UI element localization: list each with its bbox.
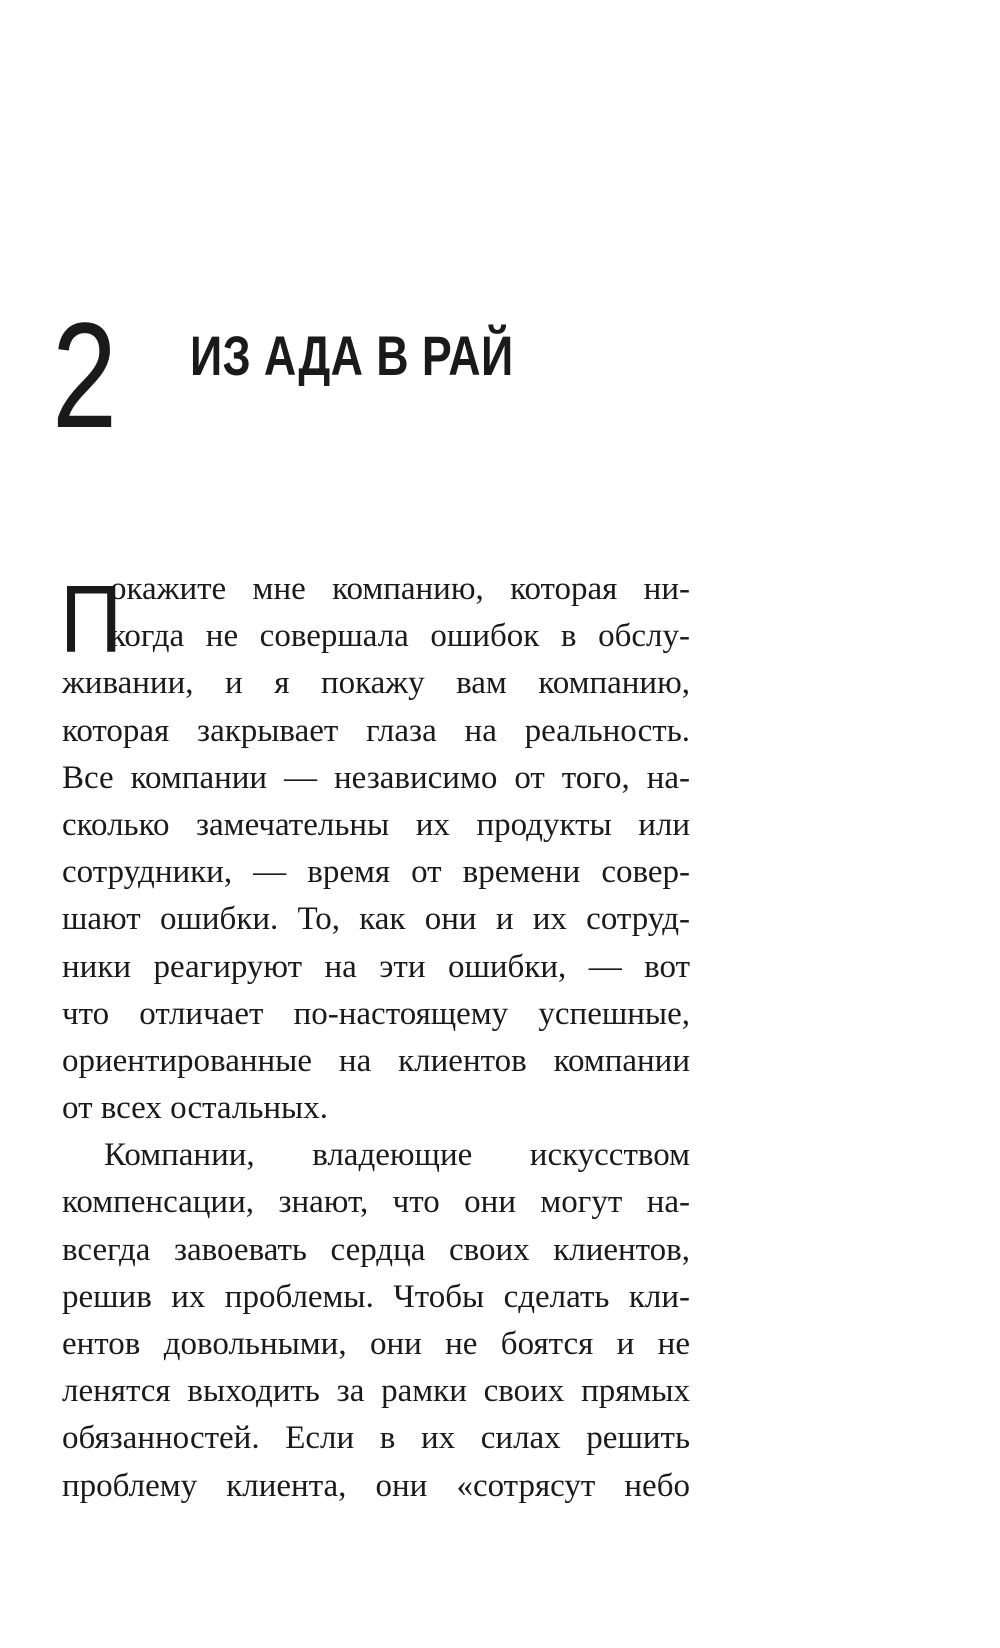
text-line: окажите мне компанию, которая ни- bbox=[110, 571, 690, 607]
text-line: проблему клиента, они «сотрясут небо bbox=[62, 1467, 690, 1504]
text-line: ники реагируют на эти ошибки, — вот bbox=[62, 948, 690, 985]
text-line: ентов довольными, они не боятся и не bbox=[62, 1326, 690, 1362]
text-line: сколько замечательны их продукты или bbox=[62, 806, 690, 843]
text-line: обязанностей. Если в их силах решить bbox=[62, 1420, 690, 1457]
paragraph-2 bbox=[62, 1132, 690, 1510]
text-line: решив их проблемы. Чтобы сделать кли- bbox=[62, 1278, 690, 1315]
chapter-body bbox=[62, 566, 690, 1510]
text-line: ориентированные на клиентов компании bbox=[62, 1042, 690, 1079]
text-line: сотрудники, — время от времени совер- bbox=[62, 854, 690, 891]
text-line: что отличает по-настоящему успешные, bbox=[62, 995, 690, 1032]
text-line: которая закрывает глаза на реальность. bbox=[62, 712, 690, 749]
chapter-number: 2 bbox=[52, 291, 118, 459]
paragraph-1 bbox=[62, 566, 690, 1132]
text-line: ленятся выходить за рамки своих прямых bbox=[62, 1373, 690, 1410]
text-line: Все компании — независимо от того, на- bbox=[62, 759, 690, 796]
chapter-title: ИЗ АДА В РАЙ bbox=[190, 324, 514, 387]
text-line: компенсации, знают, что они могут на- bbox=[62, 1184, 690, 1221]
text-line: шают ошибки. То, как они и их сотруд- bbox=[62, 901, 690, 938]
drop-cap: П bbox=[60, 566, 123, 673]
text-line: от всех остальных. bbox=[62, 1090, 328, 1127]
text-line: когда не совершала ошибок в обслу- bbox=[110, 618, 690, 655]
text-line: живании, и я покажу вам компанию, bbox=[62, 665, 690, 702]
text-line: всегда завоевать сердца своих клиентов, bbox=[62, 1231, 690, 1268]
text-line: Компании, владеющие искусством bbox=[104, 1137, 690, 1174]
